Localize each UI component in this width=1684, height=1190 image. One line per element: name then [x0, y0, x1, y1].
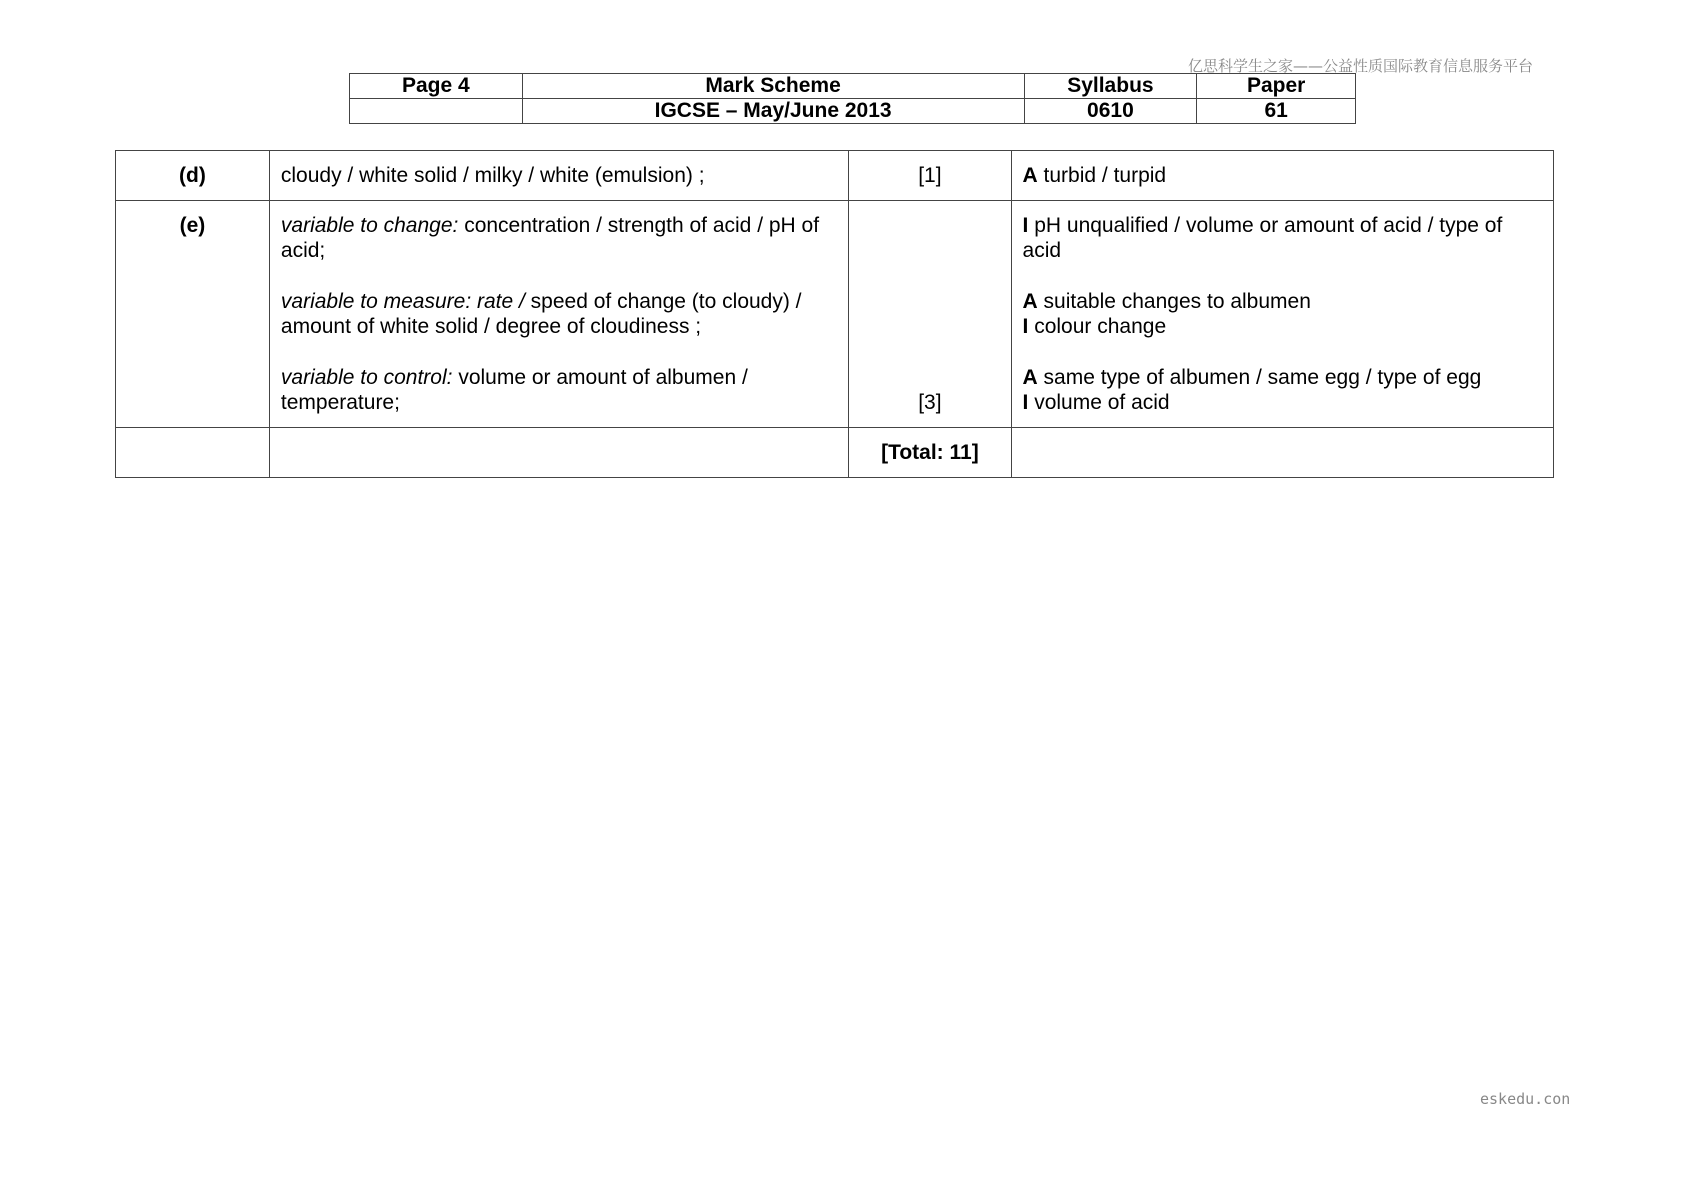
guidance-cell [1011, 201, 1553, 428]
guidance-prefix: A [1022, 290, 1038, 313]
variable-label: variable to measure: rate / [280, 290, 525, 313]
variable-text: volume or amount of albumen / temperature; [280, 366, 748, 414]
variable-to-measure [281, 289, 837, 339]
paper-number: 61 [1197, 99, 1356, 124]
syllabus-code: 0610 [1024, 99, 1197, 124]
empty-cell [116, 428, 270, 478]
marks-cell: [3] [849, 201, 1011, 428]
guidance-prefix: A [1022, 164, 1038, 187]
guidance-text: pH unqualified / volume or amount of acid / type of acid [1022, 214, 1503, 262]
guidance-prefix: I [1022, 391, 1029, 414]
guidance-text: same type of albumen / same egg / type of egg [1037, 366, 1482, 389]
variable-to-change [281, 213, 837, 263]
mark-scheme-table [115, 150, 1554, 478]
guidance-line [1023, 365, 1542, 390]
variable-to-control [281, 365, 837, 415]
document-title: Mark Scheme [522, 74, 1024, 99]
guidance-prefix: A [1022, 366, 1038, 389]
page-number: Page 4 [350, 74, 523, 99]
guidance-cell [1011, 151, 1553, 201]
empty-cell [269, 428, 848, 478]
guidance-line [1023, 314, 1542, 339]
guidance-line [1023, 390, 1542, 415]
watermark-bottom: eskedu.con [1480, 1090, 1571, 1108]
total-marks: [Total: 11] [849, 428, 1011, 478]
total-row [116, 428, 1554, 478]
marks-cell: [1] [849, 151, 1011, 201]
variable-label: variable to control: [280, 366, 453, 389]
answer-cell: cloudy / white solid / milky / white (emulsion) ; [269, 151, 848, 201]
empty-cell [1011, 428, 1553, 478]
question-number: (d) [116, 151, 270, 201]
guidance-line [1023, 213, 1542, 263]
guidance-prefix: I [1022, 315, 1029, 338]
variable-text: speed of change (to cloudy) / amount of white solid / degree of cloudiness ; [280, 290, 802, 338]
header-table [349, 73, 1356, 124]
paper-label: Paper [1197, 74, 1356, 99]
question-number: (e) [116, 201, 270, 428]
table-row [116, 201, 1554, 428]
guidance-text: suitable changes to albumen [1037, 290, 1311, 313]
header-blank-cell [350, 99, 523, 124]
guidance-text: turbid / turpid [1037, 164, 1167, 187]
guidance-prefix: I [1022, 214, 1029, 237]
syllabus-label: Syllabus [1024, 74, 1197, 99]
guidance-text: colour change [1028, 315, 1167, 338]
watermark-top: 亿思科学生之家——公益性质国际教育信息服务平台 [1188, 57, 1534, 75]
guidance-text: volume of acid [1028, 391, 1170, 414]
answer-cell [269, 201, 848, 428]
variable-text: concentration / strength of acid / pH of acid; [280, 214, 820, 262]
guidance-line [1023, 289, 1542, 314]
exam-session: IGCSE – May/June 2013 [522, 99, 1024, 124]
table-row [116, 151, 1554, 201]
variable-label: variable to change: [280, 214, 459, 237]
